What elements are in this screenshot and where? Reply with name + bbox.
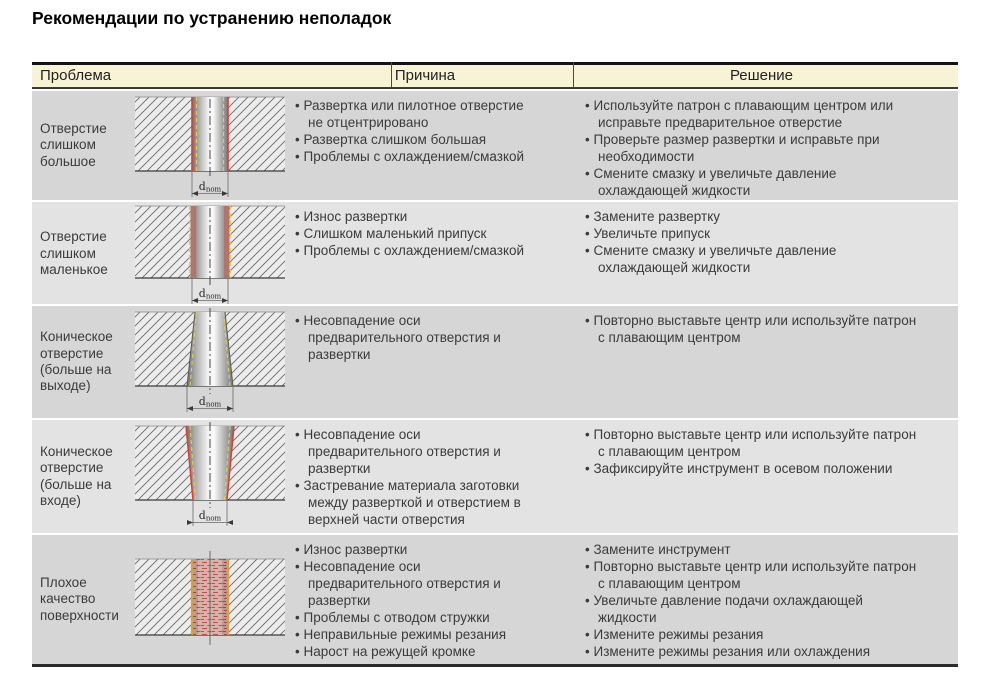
- bullet-item: • Используйте патрон с плавающим центром или исправьте предварительное отверстие: [585, 97, 918, 131]
- table-row-hole-too-large: [32, 91, 958, 200]
- bullet-item: • Износ развертки: [295, 541, 529, 558]
- table-row-hole-too-small: [32, 202, 958, 304]
- bullet-item: • Неправильные режимы резания: [295, 626, 529, 643]
- bullet-item: • Измените режимы резания или охлаждения: [585, 643, 918, 660]
- bullet-item: • Замените развертку: [585, 208, 918, 225]
- bullet-item: • Слишком маленький припуск: [295, 225, 529, 242]
- header-column-divider: [391, 62, 392, 87]
- solution-list: [565, 91, 958, 200]
- column-header-solution: Решение: [729, 67, 794, 84]
- bullet-item: • Развертка или пилотное отверстие не отцентрировано: [295, 97, 529, 131]
- cause-list: [285, 535, 565, 664]
- solution-list: [565, 535, 958, 664]
- bullet-item: • Увеличьте давление подачи охлаждающей жидкости: [585, 592, 918, 626]
- problem-label: Плохое качество поверхности: [40, 574, 119, 623]
- problem-label: Отверстие слишком маленькое: [40, 229, 108, 278]
- diagram-hole-too-large: [135, 91, 285, 200]
- problem-label: Коническое отверстие (больше на выходе): [40, 329, 113, 394]
- bullet-item: • Проблемы с охлаждением/смазкой: [295, 242, 529, 259]
- svg-text:dnom: dnom: [198, 180, 222, 194]
- bullet-item: • Износ развертки: [295, 208, 529, 225]
- bullet-item: • Зафиксируйте инструмент в осевом положении: [585, 460, 918, 477]
- cause-list: [285, 306, 565, 418]
- diagram-tapered-hole-larger-at-entry: [135, 420, 285, 533]
- bullet-item: • Проверьте размер развертки и исправьте при необходимости: [585, 131, 918, 165]
- solution-list: [565, 420, 958, 533]
- bullet-item: • Несовпадение оси предварительного отверстия и развертки: [295, 426, 529, 477]
- svg-text:dnom: dnom: [198, 395, 222, 409]
- table-row-tapered-hole-entry: [32, 420, 958, 533]
- bullet-item: • Повторно выставьте центр или используйте патрон с плавающим центром: [585, 426, 918, 460]
- solution-list: [565, 306, 958, 418]
- solution-list: [565, 202, 958, 306]
- table-row-poor-surface-finish: [32, 535, 958, 664]
- diagram-hole-too-small: [135, 202, 285, 306]
- cause-list: [285, 202, 565, 306]
- bullet-item: • Смените смазку и увеличьте давление охлаждающей жидкости: [585, 165, 918, 199]
- bullet-item: • Увеличьте припуск: [585, 225, 918, 242]
- bullet-item: • Развертка слишком большая: [295, 131, 529, 148]
- bullet-item: • Проблемы с охлаждением/смазкой: [295, 148, 529, 165]
- bullet-item: • Замените инструмент: [585, 541, 918, 558]
- column-header-cause: Причина: [394, 67, 456, 84]
- cause-list: [285, 91, 565, 200]
- table-header-row: [32, 65, 958, 89]
- bullet-item: • Повторно выставьте центр или используйте патрон с плавающим центром: [585, 312, 918, 346]
- bullet-item: • Несовпадение оси предварительного отверстия и развертки: [295, 558, 529, 609]
- column-header-problem: Проблема: [40, 67, 112, 84]
- svg-text:dnom: dnom: [198, 287, 222, 301]
- cause-list: [285, 420, 565, 533]
- bullet-item: • Нарост на режущей кромке: [295, 643, 529, 660]
- troubleshooting-table: [32, 62, 958, 667]
- svg-text:dnom: dnom: [198, 509, 222, 523]
- diagram-poor-surface-finish: [135, 535, 285, 664]
- bullet-item: • Измените режимы резания: [585, 626, 918, 643]
- bullet-item: • Несовпадение оси предварительного отверстия и развертки: [295, 312, 529, 363]
- bullet-item: • Проблемы с отводом стружки: [295, 609, 529, 626]
- bullet-item: • Смените смазку и увеличьте давление охлаждающей жидкости: [585, 242, 918, 276]
- header-column-divider: [573, 62, 574, 87]
- diagram-tapered-hole-larger-at-exit: [135, 306, 285, 418]
- table-row-tapered-hole-exit: [32, 306, 958, 418]
- problem-label: Коническое отверстие (больше на входе): [40, 443, 113, 508]
- page-title: Рекомендации по устранению неполадок: [32, 8, 392, 28]
- problem-label: Отверстие слишком большое: [40, 120, 107, 169]
- bullet-item: • Застревание материала заготовки между разверткой и отверстием в верхней части отверстия: [295, 477, 529, 528]
- bullet-item: • Повторно выставьте центр или используйте патрон с плавающим центром: [585, 558, 918, 592]
